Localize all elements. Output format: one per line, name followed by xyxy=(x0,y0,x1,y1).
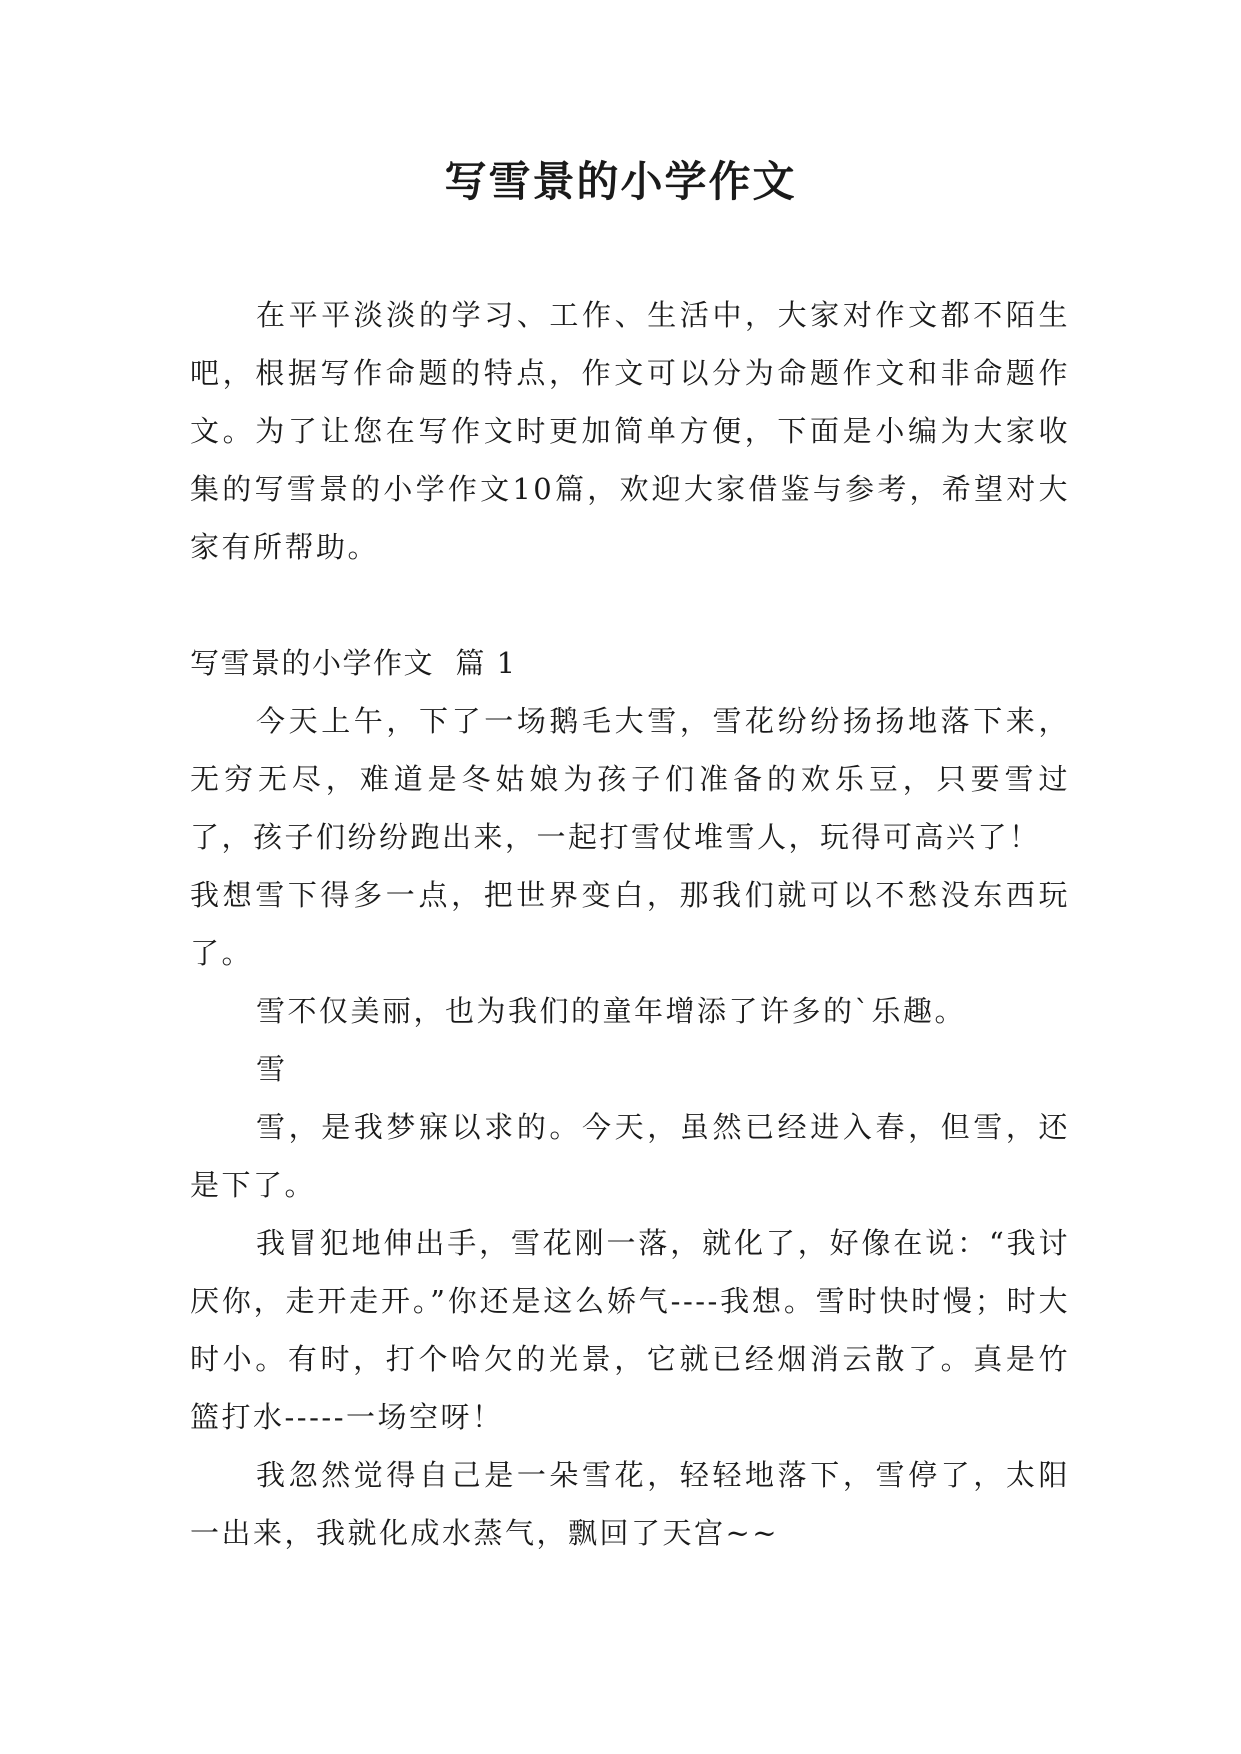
body-paragraph: 我忽然觉得自己是一朵雪花，轻轻地落下，雪停了，太阳一出来，我就化成水蒸气，飘回了天宫~~ xyxy=(190,1458,1070,1550)
body-paragraph: 我想雪下得多一点，把世界变白，那我们就可以不愁没东西玩了。 xyxy=(190,878,1070,970)
document-title: 写雪景的小学作文 xyxy=(444,157,797,206)
body-paragraph: 我冒犯地伸出手，雪花刚一落，就化了，好像在说：“我讨厌你，走开走开。”你还是这么娇气----我想。雪时快时慢；时大时小。有时，打个哈欠的光景，它就已经烟消云散了。真是竹篮打水-----一场空呀！ xyxy=(190,1226,1070,1434)
body-paragraph: 今天上午，下了一场鹅毛大雪，雪花纷纷扬扬地落下来，无穷无尽，难道是冬姑娘为孩子们准备的欢乐豆，只要雪过了，孩子们纷纷跑出来，一起打雪仗堆雪人，玩得可高兴了！ xyxy=(190,704,1070,854)
document-body xyxy=(190,286,1070,1562)
body-paragraph: 雪不仅美丽，也为我们的童年增添了许多的`乐趣。 xyxy=(256,994,967,1028)
section-heading: 写雪景的小学作文 篇 1 xyxy=(190,646,517,680)
body-paragraph: 雪 xyxy=(256,1052,288,1086)
body-paragraph: 雪，是我梦寐以求的。今天，虽然已经进入春，但雪，还是下了。 xyxy=(190,1110,1070,1202)
intro-paragraph: 在平平淡淡的学习、工作、生活中，大家对作文都不陌生吧，根据写作命题的特点，作文可以分为命题作文和非命题作文。为了让您在写作文时更加简单方便，下面是小编为大家收集的写雪景的小学作文10篇，欢迎大家借鉴与参考，希望对大家有所帮助。 xyxy=(190,298,1070,564)
